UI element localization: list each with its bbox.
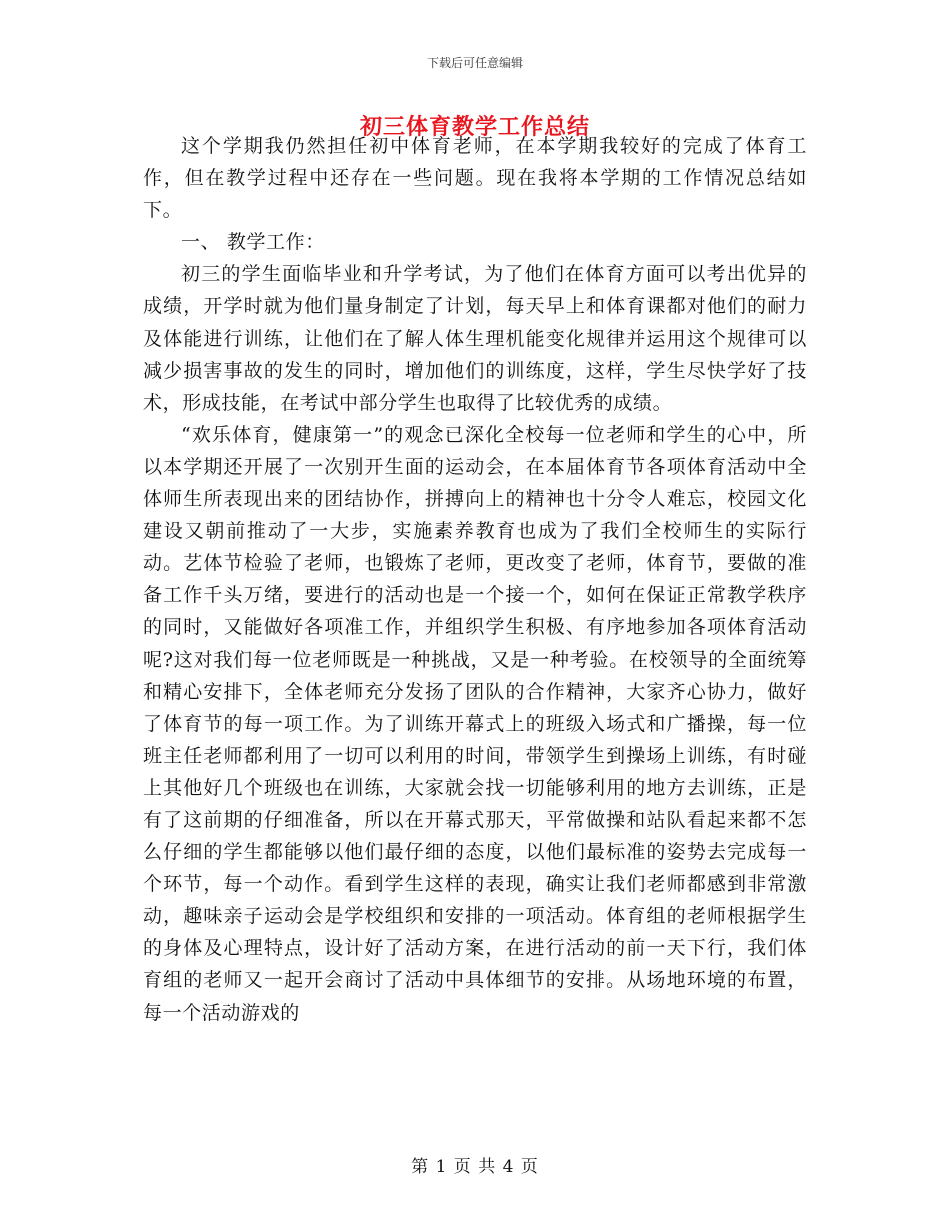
page-footer: [0, 1152, 950, 1177]
section-heading-teaching: 一、 教学工作：: [181, 231, 325, 254]
document-title: 初三体育教学工作总结: [359, 114, 590, 140]
page-number-label: 第 1 页 共 4 页: [411, 1157, 539, 1177]
paragraph-intro: 这个学期我仍然担任初中体育老师，在本学期我较好的完成了体育工作，但在教学过程中还存在一些问题。现在我将本学期的工作情况总结如下。: [143, 135, 807, 222]
paragraph-sports-festival: “欢乐体育，健康第一”的观念已深化全校每一位老师和学生的心中，所以本学期还开展了一次别开生面的运动会，在本届体育节各项体育活动中全体师生所表现出来的团结协作，拼搏向上的精神也十分令人难忘，校园文化建设又朝前推动了一大步，实施素养教育也成为了我们全校师生的实际行动。艺体节检验了老师，也锻炼了老师，更改变了老师，体育节，要做的准备工作千头万绪，要进行的活动也是一个接一个，如何在保证正常教学秩序的同时，又能做好各项准工作，并组织学生积极、有序地参加各项体育活动呢?这对我们每一位老师既是一种挑战，又是一种考验。在校领导的全面统筹和精心安排下，全体老师充分发扬了团队的合作精神，大家齐心协力，做好了体育节的每一项工作。为了训练开幕式上的班级入场式和广播操，每一位班主任老师都利用了一切可以利用的时间，带领学生到操场上训练，有时碰上其他好几个班级也在训练，大家就会找一切能够利用的地方去训练，正是有了这前期的仔细准备，所以在开幕式那天，平常做操和站队看起来都不怎么仔细的学生都能够以他们最仔细的态度，以他们最标准的姿势去完成每一个环节，每一个动作。看到学生这样的表现，确实让我们老师都感到非常激动，趣味亲子运动会是学校组织和安排的一项活动。体育组的老师根据学生的身体及心理特点，设计好了活动方案，在进行活动的前一天下行，我们体育组的老师又一起开会商讨了活动中具体细节的安排。从场地环境的布置，每一个活动游戏的: [143, 423, 807, 1024]
paragraph-grade-nine: 初三的学生面临毕业和升学考试，为了他们在体育方面可以考出优异的成绩，开学时就为他们量身制定了计划，每天早上和体育课都对他们的耐力及体能进行训练，让他们在了解人体生理机能变化规律并运用这个规律可以减少损害事故的发生的同时，增加他们的训练度，这样，学生尽快学好了技术，形成技能，在考试中部分学生也取得了比较优秀的成绩。: [143, 263, 807, 414]
document-body: [143, 130, 807, 1029]
page-header-note: 下载后可任意编辑: [426, 56, 523, 70]
